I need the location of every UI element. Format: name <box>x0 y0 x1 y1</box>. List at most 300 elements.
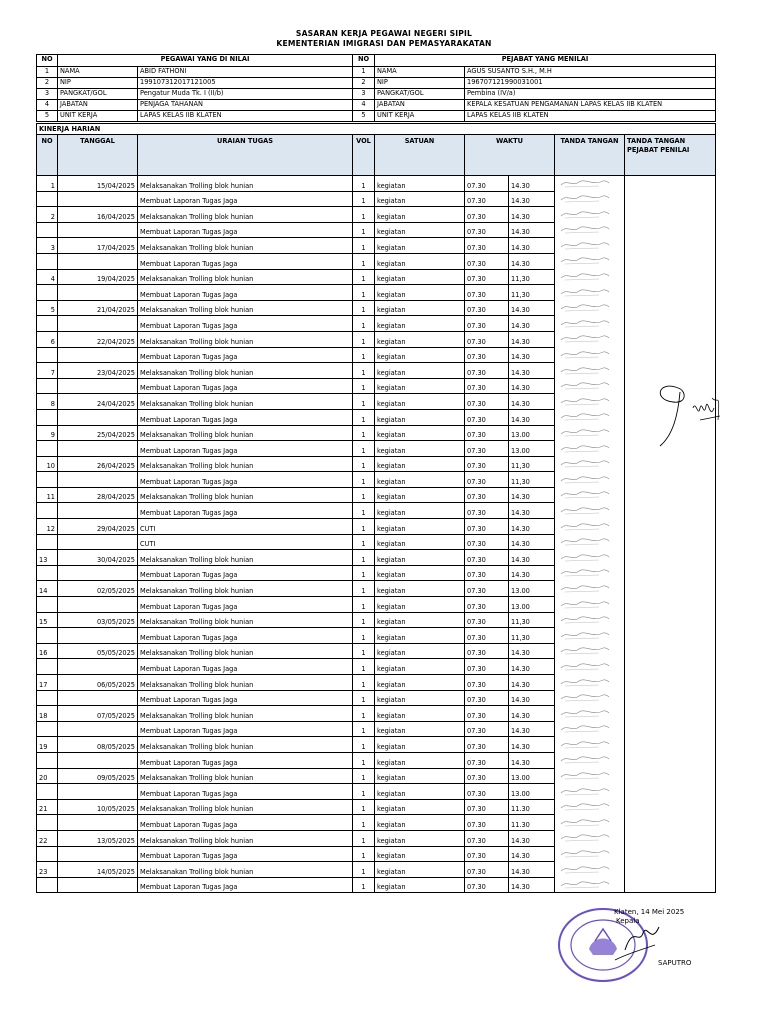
cell-no <box>37 285 58 301</box>
identity-table <box>36 54 716 122</box>
cell-mulai: 07.30 <box>465 378 509 394</box>
col-pegawai: PEGAWAI YANG DI NILAI <box>58 55 353 67</box>
cell-uraian: Membuat Laporan Tugas Jaga <box>138 191 353 207</box>
signature-stroke <box>559 644 611 656</box>
table-row <box>37 721 716 737</box>
section-label: KINERJA HARIAN <box>37 124 716 135</box>
cell-mulai: 07.30 <box>465 830 509 846</box>
cell-signature <box>555 643 625 659</box>
signature-stroke <box>559 223 611 235</box>
table-row <box>37 191 716 207</box>
cell-vol: 1 <box>353 487 375 503</box>
table-row <box>37 519 716 535</box>
table-row <box>37 472 716 488</box>
cell-mulai: 07.30 <box>465 815 509 831</box>
identity-value2: LAPAS KELAS IIB KLATEN <box>465 111 716 122</box>
cell-satuan: kegiatan <box>375 752 465 768</box>
cell-selesai: 11,30 <box>509 285 555 301</box>
signature-stroke <box>559 379 611 391</box>
cell-uraian: Membuat Laporan Tugas Jaga <box>138 222 353 238</box>
cell-selesai: 13.00 <box>509 425 555 441</box>
cell-mulai: 07.30 <box>465 253 509 269</box>
cell-satuan: kegiatan <box>375 456 465 472</box>
cell-uraian: Membuat Laporan Tugas Jaga <box>138 472 353 488</box>
cell-vol: 1 <box>353 721 375 737</box>
cell-mulai: 07.30 <box>465 752 509 768</box>
cell-tanggal: 19/04/2025 <box>58 269 138 285</box>
table-row <box>37 503 716 519</box>
cell-signature <box>555 675 625 691</box>
cell-signature <box>555 503 625 519</box>
cell-uraian: Melaksanakan Trolling blok hunian <box>138 269 353 285</box>
cell-tanggal <box>58 721 138 737</box>
identity-value: PENJAGA TAHANAN <box>138 100 353 111</box>
signature-stroke <box>559 863 611 875</box>
identity-label2: UNIT KERJA <box>375 111 465 122</box>
table-row <box>37 862 716 878</box>
cell-mulai: 07.30 <box>465 721 509 737</box>
cell-signature <box>555 565 625 581</box>
cell-uraian: Melaksanakan Trolling blok hunian <box>138 176 353 192</box>
cell-vol: 1 <box>353 394 375 410</box>
identity-row <box>37 67 716 78</box>
cell-no <box>37 690 58 706</box>
cell-vol: 1 <box>353 425 375 441</box>
cell-mulai: 07.30 <box>465 581 509 597</box>
cell-no: 3 <box>37 238 58 254</box>
cell-mulai: 07.30 <box>465 519 509 535</box>
cell-selesai: 14.30 <box>509 191 555 207</box>
table-row <box>37 207 716 223</box>
table-row <box>37 784 716 800</box>
cell-selesai: 14.30 <box>509 316 555 332</box>
table-row <box>37 659 716 675</box>
cell-tanggal <box>58 378 138 394</box>
cell-mulai: 07.30 <box>465 269 509 285</box>
cell-selesai: 14.30 <box>509 862 555 878</box>
table-row <box>37 628 716 644</box>
cell-no: 8 <box>37 394 58 410</box>
cell-satuan: kegiatan <box>375 409 465 425</box>
signature-stroke <box>559 785 611 797</box>
table-row <box>37 253 716 269</box>
cell-vol: 1 <box>353 675 375 691</box>
footer-name: SAPUTRO <box>658 959 692 967</box>
cell-no: 4 <box>37 269 58 285</box>
cell-tanggal <box>58 784 138 800</box>
cell-tanggal: 30/04/2025 <box>58 550 138 566</box>
table-row <box>37 409 716 425</box>
cell-selesai: 14.30 <box>509 877 555 893</box>
cell-tanggal <box>58 316 138 332</box>
cell-no <box>37 565 58 581</box>
cell-selesai: 13.00 <box>509 581 555 597</box>
signature-stroke <box>559 426 611 438</box>
cell-tanggal: 15/04/2025 <box>58 176 138 192</box>
cell-uraian: CUTI <box>138 534 353 550</box>
cell-uraian: Membuat Laporan Tugas Jaga <box>138 628 353 644</box>
cell-no <box>37 877 58 893</box>
cell-satuan: kegiatan <box>375 690 465 706</box>
cell-tanggal <box>58 752 138 768</box>
cell-satuan: kegiatan <box>375 799 465 815</box>
cell-no <box>37 316 58 332</box>
cell-no <box>37 846 58 862</box>
identity-label: PANGKAT/GOL <box>58 89 138 100</box>
signature-stroke <box>559 301 611 313</box>
cell-vol: 1 <box>353 238 375 254</box>
cell-tanggal: 13/05/2025 <box>58 830 138 846</box>
cell-selesai: 11.30 <box>509 799 555 815</box>
col-no-2: NO <box>353 55 375 67</box>
cell-vol: 1 <box>353 846 375 862</box>
cell-mulai: 07.30 <box>465 877 509 893</box>
cell-satuan: kegiatan <box>375 628 465 644</box>
cell-tanggal: 21/04/2025 <box>58 300 138 316</box>
cell-satuan: kegiatan <box>375 316 465 332</box>
table-row <box>37 706 716 722</box>
cell-uraian: Melaksanakan Trolling blok hunian <box>138 300 353 316</box>
cell-satuan: kegiatan <box>375 285 465 301</box>
cell-vol: 1 <box>353 191 375 207</box>
cell-satuan: kegiatan <box>375 565 465 581</box>
cell-vol: 1 <box>353 503 375 519</box>
cell-satuan: kegiatan <box>375 877 465 893</box>
cell-uraian: Membuat Laporan Tugas Jaga <box>138 877 353 893</box>
cell-satuan: kegiatan <box>375 300 465 316</box>
cell-no <box>37 191 58 207</box>
signature-stroke <box>559 878 611 890</box>
cell-vol: 1 <box>353 862 375 878</box>
table-row <box>37 737 716 753</box>
cell-vol: 1 <box>353 378 375 394</box>
cell-satuan: kegiatan <box>375 222 465 238</box>
cell-mulai: 07.30 <box>465 690 509 706</box>
official-stamp <box>555 905 665 985</box>
cell-no: 1 <box>37 176 58 192</box>
identity-no2: 1 <box>353 67 375 78</box>
cell-no: 9 <box>37 425 58 441</box>
cell-no <box>37 752 58 768</box>
col-no: NO <box>37 55 58 67</box>
signature-stroke <box>559 753 611 765</box>
cell-signature <box>555 690 625 706</box>
table-row <box>37 877 716 893</box>
cell-uraian: Membuat Laporan Tugas Jaga <box>138 316 353 332</box>
cell-mulai: 07.30 <box>465 675 509 691</box>
cell-tanggal <box>58 285 138 301</box>
cell-selesai: 14.30 <box>509 519 555 535</box>
cell-signature <box>555 222 625 238</box>
cell-vol: 1 <box>353 472 375 488</box>
cell-uraian: Melaksanakan Trolling blok hunian <box>138 768 353 784</box>
cell-signature <box>555 550 625 566</box>
cell-selesai: 14.30 <box>509 409 555 425</box>
cell-vol: 1 <box>353 534 375 550</box>
table-row <box>37 347 716 363</box>
cell-tanggal: 10/05/2025 <box>58 799 138 815</box>
cell-tanggal: 22/04/2025 <box>58 331 138 347</box>
cell-signature <box>555 441 625 457</box>
cell-vol: 1 <box>353 456 375 472</box>
cell-tanggal: 07/05/2025 <box>58 706 138 722</box>
table-row <box>37 565 716 581</box>
cell-vol: 1 <box>353 269 375 285</box>
signature-stroke <box>559 566 611 578</box>
table-row <box>37 425 716 441</box>
signature-stroke <box>559 286 611 298</box>
cell-tanggal <box>58 815 138 831</box>
identity-label2: PANGKAT/GOL <box>375 89 465 100</box>
table-row <box>37 643 716 659</box>
cell-selesai: 11.30 <box>509 815 555 831</box>
cell-mulai: 07.30 <box>465 643 509 659</box>
cell-no: 17 <box>37 675 58 691</box>
cell-signature <box>555 253 625 269</box>
cell-selesai: 14.30 <box>509 534 555 550</box>
cell-no <box>37 472 58 488</box>
cell-satuan: kegiatan <box>375 659 465 675</box>
cell-signature <box>555 597 625 613</box>
cell-mulai: 07.30 <box>465 503 509 519</box>
cell-no: 16 <box>37 643 58 659</box>
col-no: NO <box>37 135 58 176</box>
cell-mulai: 07.30 <box>465 768 509 784</box>
cell-signature <box>555 862 625 878</box>
cell-tanggal <box>58 565 138 581</box>
cell-no: 11 <box>37 487 58 503</box>
cell-tanggal: 09/05/2025 <box>58 768 138 784</box>
cell-vol: 1 <box>353 176 375 192</box>
cell-signature <box>555 331 625 347</box>
cell-signature <box>555 191 625 207</box>
table-row <box>37 690 716 706</box>
cell-selesai: 11,30 <box>509 269 555 285</box>
cell-uraian: Melaksanakan Trolling blok hunian <box>138 425 353 441</box>
signature-stroke <box>559 660 611 672</box>
col-waktu: WAKTU <box>465 135 555 176</box>
signature-stroke <box>559 598 611 610</box>
cell-no: 18 <box>37 706 58 722</box>
cell-no: 12 <box>37 519 58 535</box>
cell-satuan: kegiatan <box>375 737 465 753</box>
table-row <box>37 675 716 691</box>
col-vol: VOL <box>353 135 375 176</box>
cell-signature <box>555 768 625 784</box>
signature-stroke <box>559 270 611 282</box>
signature-stroke <box>559 208 611 220</box>
cell-uraian: Membuat Laporan Tugas Jaga <box>138 690 353 706</box>
cell-signature <box>555 784 625 800</box>
cell-no: 13 <box>37 550 58 566</box>
cell-vol: 1 <box>353 752 375 768</box>
table-row <box>37 316 716 332</box>
identity-value: 199107312017121005 <box>138 78 353 89</box>
cell-tanggal: 23/04/2025 <box>58 363 138 379</box>
cell-mulai: 07.30 <box>465 347 509 363</box>
cell-selesai: 14.30 <box>509 830 555 846</box>
cell-signature <box>555 628 625 644</box>
cell-mulai: 07.30 <box>465 409 509 425</box>
cell-no: 7 <box>37 363 58 379</box>
cell-signature <box>555 425 625 441</box>
signature-stroke <box>559 239 611 251</box>
cell-no <box>37 253 58 269</box>
table-row <box>37 331 716 347</box>
cell-tanggal: 26/04/2025 <box>58 456 138 472</box>
table-row <box>37 830 716 846</box>
cell-selesai: 14.30 <box>509 706 555 722</box>
signature-stroke <box>559 847 611 859</box>
cell-tanggal: 14/05/2025 <box>58 862 138 878</box>
cell-no <box>37 222 58 238</box>
cell-signature <box>555 394 625 410</box>
signature-stroke <box>559 707 611 719</box>
cell-uraian: Melaksanakan Trolling blok hunian <box>138 862 353 878</box>
cell-uraian: Membuat Laporan Tugas Jaga <box>138 815 353 831</box>
cell-tanggal: 16/04/2025 <box>58 207 138 223</box>
signature-stroke <box>559 254 611 266</box>
cell-no: 20 <box>37 768 58 784</box>
col-uraian: URAIAN TUGAS <box>138 135 353 176</box>
cell-vol: 1 <box>353 253 375 269</box>
cell-no <box>37 597 58 613</box>
signature-stroke <box>559 629 611 641</box>
cell-uraian: Membuat Laporan Tugas Jaga <box>138 441 353 457</box>
cell-mulai: 07.30 <box>465 799 509 815</box>
cell-no: 5 <box>37 300 58 316</box>
cell-no: 23 <box>37 862 58 878</box>
cell-satuan: kegiatan <box>375 425 465 441</box>
identity-row <box>37 89 716 100</box>
cell-mulai: 07.30 <box>465 331 509 347</box>
cell-vol: 1 <box>353 409 375 425</box>
cell-uraian: Melaksanakan Trolling blok hunian <box>138 799 353 815</box>
identity-no: 2 <box>37 78 58 89</box>
cell-signature <box>555 846 625 862</box>
cell-vol: 1 <box>353 643 375 659</box>
cell-satuan: kegiatan <box>375 503 465 519</box>
identity-value2: KEPALA KESATUAN PENGAMANAN LAPAS KELAS IIB KLATEN <box>465 100 716 111</box>
cell-vol: 1 <box>353 316 375 332</box>
cell-uraian: Melaksanakan Trolling blok hunian <box>138 207 353 223</box>
cell-selesai: 14.30 <box>509 207 555 223</box>
cell-mulai: 07.30 <box>465 472 509 488</box>
cell-no <box>37 441 58 457</box>
cell-signature <box>555 238 625 254</box>
cell-uraian: Melaksanakan Trolling blok hunian <box>138 830 353 846</box>
cell-signature <box>555 877 625 893</box>
cell-pejabat-signature <box>625 176 716 893</box>
cell-uraian: Membuat Laporan Tugas Jaga <box>138 503 353 519</box>
kinerja-table <box>36 123 716 893</box>
cell-signature <box>555 363 625 379</box>
cell-uraian: Melaksanakan Trolling blok hunian <box>138 456 353 472</box>
cell-signature <box>555 815 625 831</box>
cell-signature <box>555 378 625 394</box>
cell-satuan: kegiatan <box>375 706 465 722</box>
table-row <box>37 394 716 410</box>
cell-mulai: 07.30 <box>465 207 509 223</box>
signature-stroke <box>559 551 611 563</box>
cell-no: 21 <box>37 799 58 815</box>
cell-uraian: Melaksanakan Trolling blok hunian <box>138 394 353 410</box>
cell-selesai: 11,30 <box>509 628 555 644</box>
identity-no2: 5 <box>353 111 375 122</box>
table-row <box>37 534 716 550</box>
doc-title-line1: SASARAN KERJA PEGAWAI NEGERI SIPIL <box>295 29 473 38</box>
cell-uraian: Melaksanakan Trolling blok hunian <box>138 643 353 659</box>
doc-title-line2: KEMENTERIAN IMIGRASI DAN PEMASYARAKATAN <box>276 39 492 48</box>
cell-satuan: kegiatan <box>375 347 465 363</box>
cell-signature <box>555 830 625 846</box>
cell-signature <box>555 269 625 285</box>
cell-tanggal <box>58 690 138 706</box>
cell-satuan: kegiatan <box>375 363 465 379</box>
identity-label2: NIP <box>375 78 465 89</box>
cell-satuan: kegiatan <box>375 441 465 457</box>
cell-mulai: 07.30 <box>465 300 509 316</box>
cell-signature <box>555 752 625 768</box>
table-row <box>37 550 716 566</box>
cell-uraian: Melaksanakan Trolling blok hunian <box>138 706 353 722</box>
cell-mulai: 07.30 <box>465 706 509 722</box>
signature-stroke <box>559 473 611 485</box>
cell-tanggal <box>58 534 138 550</box>
identity-label: NAMA <box>58 67 138 78</box>
cell-selesai: 14.30 <box>509 643 555 659</box>
cell-satuan: kegiatan <box>375 830 465 846</box>
identity-value2: 196707121990031001 <box>465 78 716 89</box>
col-satuan: SATUAN <box>375 135 465 176</box>
cell-vol: 1 <box>353 519 375 535</box>
cell-selesai: 11,30 <box>509 472 555 488</box>
cell-mulai: 07.30 <box>465 784 509 800</box>
cell-no <box>37 784 58 800</box>
cell-mulai: 07.30 <box>465 285 509 301</box>
cell-selesai: 14.30 <box>509 550 555 566</box>
identity-value2: Pembina (IV/a) <box>465 89 716 100</box>
cell-satuan: kegiatan <box>375 784 465 800</box>
cell-no: 2 <box>37 207 58 223</box>
table-row <box>37 768 716 784</box>
cell-tanggal: 28/04/2025 <box>58 487 138 503</box>
cell-mulai: 07.30 <box>465 565 509 581</box>
cell-vol: 1 <box>353 612 375 628</box>
cell-tanggal <box>58 253 138 269</box>
identity-no: 4 <box>37 100 58 111</box>
identity-label2: NAMA <box>375 67 465 78</box>
cell-signature <box>555 456 625 472</box>
cell-signature <box>555 799 625 815</box>
cell-tanggal: 25/04/2025 <box>58 425 138 441</box>
signature-stroke <box>559 348 611 360</box>
cell-satuan: kegiatan <box>375 176 465 192</box>
cell-vol: 1 <box>353 300 375 316</box>
cell-tanggal <box>58 409 138 425</box>
cell-signature <box>555 612 625 628</box>
footer-role: Kepala <box>616 917 640 925</box>
cell-selesai: 14.30 <box>509 846 555 862</box>
cell-selesai: 14.30 <box>509 378 555 394</box>
cell-satuan: kegiatan <box>375 253 465 269</box>
cell-uraian: Membuat Laporan Tugas Jaga <box>138 378 353 394</box>
cell-selesai: 13.00 <box>509 441 555 457</box>
col-tanggal: TANGGAL <box>58 135 138 176</box>
evaluator-signature <box>648 380 728 450</box>
cell-satuan: kegiatan <box>375 472 465 488</box>
cell-mulai: 07.30 <box>465 316 509 332</box>
